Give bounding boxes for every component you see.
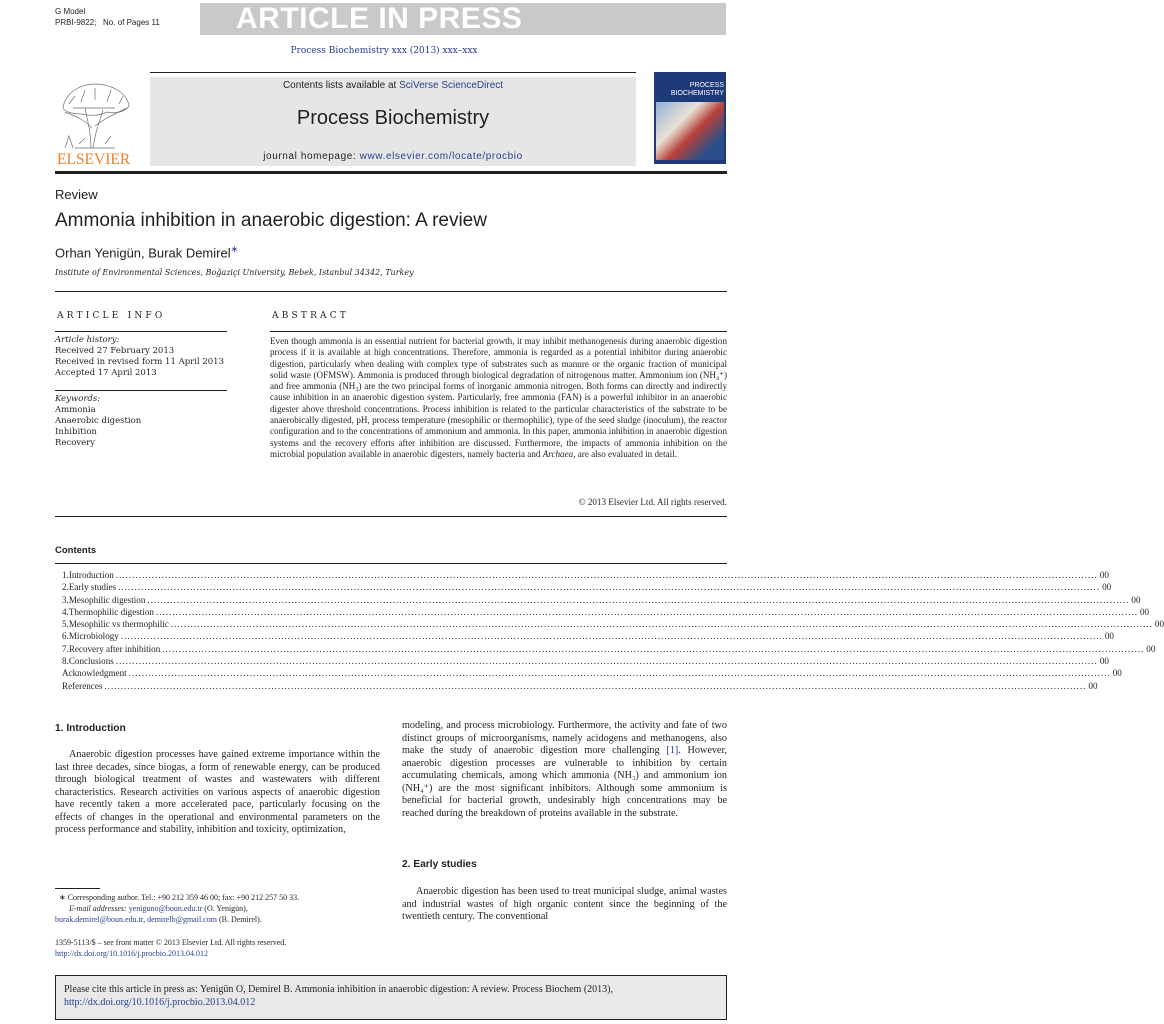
keyword: Inhibition xyxy=(55,427,97,437)
reference-link[interactable]: [1] xyxy=(666,745,679,756)
journal-name: Process Biochemistry xyxy=(296,107,490,129)
elsevier-wordmark: ELSEVIER xyxy=(57,151,131,168)
toc-page-number: 00 xyxy=(1104,631,1114,642)
email-owner-1: (O. Yenigün), xyxy=(202,904,248,913)
toc-number: 2. xyxy=(62,582,69,593)
introduction-paragraph-continued xyxy=(402,720,727,820)
toc-row[interactable] xyxy=(62,667,1122,679)
toc-row[interactable] xyxy=(62,680,1098,692)
toc-leader-dots: ............................................................................................................................................................................................................................................................................................................ xyxy=(128,668,1111,679)
toc-page-number: 00 xyxy=(1139,606,1150,617)
article-in-press-banner: ARTICLE IN PRESS xyxy=(200,3,726,35)
history-label: Article history: xyxy=(55,335,120,345)
citation-doi-link[interactable]: http://dx.doi.org/10.1016/j.procbio.2013.04.012 xyxy=(64,997,256,1008)
contents-heading: Contents xyxy=(55,545,97,556)
toc-number: 4. xyxy=(62,606,69,617)
toc-leader-dots: ............................................................................................................................................................................................................................................................................................................ xyxy=(115,656,1098,667)
cover-title-line-2: BIOCHEMISTRY xyxy=(670,90,724,97)
article-info-heading: ARTICLE INFO xyxy=(57,311,166,321)
masthead-bottom-rule xyxy=(55,171,727,174)
keyword: Ammonia xyxy=(55,405,96,415)
toc-page-number: 00 xyxy=(1088,680,1098,691)
cover-image xyxy=(656,102,724,160)
toc-number: 8. xyxy=(62,656,69,667)
toc-page-number: 00 xyxy=(1099,656,1109,667)
toc-row[interactable] xyxy=(62,643,1156,655)
keywords xyxy=(55,394,227,449)
ref-code: PRBI-9822; xyxy=(55,18,97,27)
toc-number: 1. xyxy=(62,570,69,580)
abstract-part-2: , are also evaluated in detail. xyxy=(573,448,677,459)
gmodel-label: G Model xyxy=(55,7,86,16)
corresponding-info: ∗ Corresponding author. Tel.: +90 212 359 46 00; fax: +90 212 257 50 33. xyxy=(59,893,300,902)
author-names: Orhan Yenigün, Burak Demirel xyxy=(55,245,231,261)
toc-number: 7. xyxy=(62,643,69,654)
col2-text-1: modeling, and process microbiology. Furthermore, the activity and fate of two distinct groups of microorganisms, namely acidogens and methanogens, also make the study of anaerobic digestion more challenging xyxy=(402,720,727,756)
toc-title[interactable]: References xyxy=(62,680,103,691)
head-divider xyxy=(55,291,727,292)
article-history xyxy=(55,335,227,379)
toc-title[interactable]: Early studies xyxy=(68,582,117,593)
toc-title[interactable]: Introduction xyxy=(68,570,114,580)
toc-row[interactable] xyxy=(62,655,1109,667)
doi-link[interactable]: http://dx.doi.org/10.1016/j.procbio.2013.04.012 xyxy=(55,949,208,958)
toc-page-number: 00 xyxy=(1146,643,1156,654)
masthead-top-rule xyxy=(150,72,636,73)
citation-text: Please cite this article in press as: Yenigün O, Demirel B. Ammonia inhibition in anaerobic digestion: A review. Process Biochem (2013), xyxy=(64,984,613,995)
citation-box xyxy=(55,975,727,1020)
corresponding-author-mark[interactable]: ∗ xyxy=(230,244,239,254)
keywords-label: Keywords: xyxy=(55,394,101,404)
toc-row[interactable] xyxy=(62,581,1112,593)
toc-title[interactable]: Thermophilic digestion xyxy=(68,606,154,617)
journal-homepage xyxy=(150,151,636,162)
keywords-rule xyxy=(55,390,227,391)
sciencedirect-link[interactable]: SciVerse ScienceDirect xyxy=(399,80,504,91)
toc-page-number: 00 xyxy=(1154,619,1164,630)
toc-page-number: 00 xyxy=(1099,570,1109,580)
col2-text-2: . However, anaerobic digestion processes are vulnerable to inhibition by certain accumulating chemicals, among which ammonia (NH₃) and ammonium ion (NH₄⁺) are the most significant inhibitors. Although some ammonium is beneficial for bacterial growth, undesirably high concentrations may be reached during the breakdown of proteins available in the substrate. xyxy=(402,745,727,819)
abstract-divider xyxy=(55,516,727,517)
journal-reference[interactable]: Process Biochemistry xxx (2013) xxx–xxx xyxy=(290,46,478,56)
section-heading-introduction: 1. Introduction xyxy=(55,723,126,734)
toc-leader-dots: ............................................................................................................................................................................................................................................................................................................ xyxy=(115,570,1098,580)
section-label: Review xyxy=(55,187,98,202)
history-revised: Received in revised form 11 April 2013 xyxy=(55,357,224,367)
email-owner-2: (B. Demirel). xyxy=(216,915,262,924)
keyword: Recovery xyxy=(55,438,96,448)
contents-rule xyxy=(55,563,727,564)
toc-title[interactable]: Microbiology xyxy=(68,631,119,642)
toc-number: 3. xyxy=(62,594,69,605)
introduction-paragraph: Anaerobic digestion processes have gained extreme importance within the last three decades, since biogas, a form of renewable energy, can be produced through biological treatment of wastes and wastewaters with different characteristics. Research activities on various aspects of anaerobic digestion have recently taken a more accelerated pace, particularly focusing on the effects of changes in the operational and environmental parameters on the process performance and stability, inhibition and toxicity, optimization, xyxy=(55,749,380,835)
abstract-part-1: Even though ammonia is an essential nutrient for bacterial growth, it may inhibit methanogenesis during anaerobic digestion process if it is available at high concentrations. Therefore, ammonia is regarded as a potential inhibitor during anaerobic digestion, particularly when dealing with complex type of substrates such as manure or the organic fraction of municipal solid waste (OFMSW). Ammonia is produced through biological degradation of nitrogenous matter. Ammonium ion (NH₄⁺) and free ammonia (NH₃) are the two principal forms of inorganic ammonia nitrogen. Both forms can directly and indirectly cause inhibition in an anaerobic digestion system. Particularly, free ammonia (FAN) is a powerful inhibitor in an anaerobic digester above threshold concentrations. Process inhibition is related to the particular characteristics of the substrate to be anaerobically digested, pH, process temperature (mesophilic or thermophilic), type of the seed sludge (inoculum), the reactor configuration and to the concentrations of ammonium and ammonia. In this paper, ammonia inhibition in anaerobic digestion systems and the recovery efforts after inhibition are discussed. Furthermore, the impacts of ammonia inhibition on the microbial population available in anaerobic digesters, namely bacteria and xyxy=(270,336,727,459)
contents-availability xyxy=(150,80,636,91)
cover-title-line-1: PROCESS xyxy=(689,82,724,89)
abstract-rule xyxy=(270,331,727,332)
toc-leader-dots: ............................................................................................................................................................................................................................................................................................................ xyxy=(120,631,1103,642)
toc-leader-dots: ............................................................................................................................................................................................................................................................................................................ xyxy=(147,594,1130,605)
toc-title[interactable]: Mesophilic vs thermophilic xyxy=(68,619,169,630)
info-rule xyxy=(55,331,227,332)
contents-prefix: Contents lists available at xyxy=(282,80,400,91)
history-accepted: Accepted 17 April 2013 xyxy=(55,368,157,378)
table-of-contents xyxy=(62,569,1164,692)
toc-leader-dots: ............................................................................................................................................................................................................................................................................................................ xyxy=(118,582,1101,593)
section-heading-early-studies: 2. Early studies xyxy=(402,859,477,870)
toc-title[interactable]: Acknowledgment xyxy=(62,668,127,679)
toc-row[interactable] xyxy=(62,630,1114,642)
toc-row[interactable] xyxy=(62,569,1109,581)
affiliation: Institute of Environmental Sciences, Boğaziçi University, Bebek, Istanbul 34342, Turkey xyxy=(55,268,414,277)
toc-title[interactable]: Conclusions xyxy=(68,656,114,667)
cover-title xyxy=(654,82,724,98)
homepage-link[interactable]: www.elsevier.com/locate/procbio xyxy=(359,151,523,162)
toc-page-number: 00 xyxy=(1102,582,1112,593)
copyright: © 2013 Elsevier Ltd. All rights reserved. xyxy=(578,497,727,507)
abstract-text xyxy=(270,336,727,460)
toc-row[interactable] xyxy=(62,618,1164,630)
toc-page-number: 00 xyxy=(1112,668,1122,679)
toc-page-number: 00 xyxy=(1131,594,1141,605)
email-link-yenigun[interactable]: yeniguno@boun.edu.tr xyxy=(128,904,203,913)
toc-leader-dots: ............................................................................................................................................................................................................................................................................................................ xyxy=(170,619,1153,630)
email-separator: , xyxy=(143,915,148,924)
issn-line: 1359-5113/$ – see front matter © 2013 Elsevier Ltd. All rights reserved. xyxy=(55,938,287,947)
page-count: No. of Pages 11 xyxy=(103,18,160,27)
email-line-2 xyxy=(55,914,385,925)
front-matter xyxy=(55,937,385,959)
toc-number: 6. xyxy=(62,631,69,642)
toc-title[interactable]: Mesophilic digestion xyxy=(68,594,146,605)
toc-row[interactable] xyxy=(62,594,1141,606)
email-label: E-mail addresses: xyxy=(69,904,129,913)
abstract-heading: ABSTRACT xyxy=(272,311,350,321)
authors xyxy=(55,244,238,260)
homepage-prefix: journal homepage: xyxy=(263,151,360,162)
keyword: Anaerobic digestion xyxy=(55,416,142,426)
early-studies-paragraph: Anaerobic digestion has been used to treat municipal sludge, animal wastes and industrial wastes of high organic content since the beginning of the twentieth century. The conventional xyxy=(402,886,727,922)
email-link-demirel-boun[interactable]: burak.demirel@boun.edu.tr xyxy=(55,915,144,924)
history-received: Received 27 February 2013 xyxy=(55,346,175,356)
corresponding-author-footnote xyxy=(55,892,385,925)
header-meta xyxy=(55,6,160,28)
toc-leader-dots: ............................................................................................................................................................................................................................................................................................................ xyxy=(162,643,1145,654)
toc-number: 5. xyxy=(62,619,69,630)
abstract-italic: Archaea xyxy=(542,448,574,459)
toc-row[interactable] xyxy=(62,606,1150,618)
toc-title[interactable]: Recovery after inhibition xyxy=(68,643,161,654)
elsevier-tree-logo xyxy=(55,78,135,166)
email-link-demirel-gmail[interactable]: demirelb@gmail.com xyxy=(147,915,217,924)
article-title: Ammonia inhibition in anaerobic digestion: A review xyxy=(55,210,487,231)
ref-code-line xyxy=(55,17,160,28)
journal-cover-thumbnail xyxy=(654,72,726,164)
toc-leader-dots: ............................................................................................................................................................................................................................................................................................................ xyxy=(104,680,1087,691)
toc-leader-dots: ............................................................................................................................................................................................................................................................................................................ xyxy=(155,606,1138,617)
email-line xyxy=(55,903,385,914)
footnote-rule xyxy=(55,888,100,889)
